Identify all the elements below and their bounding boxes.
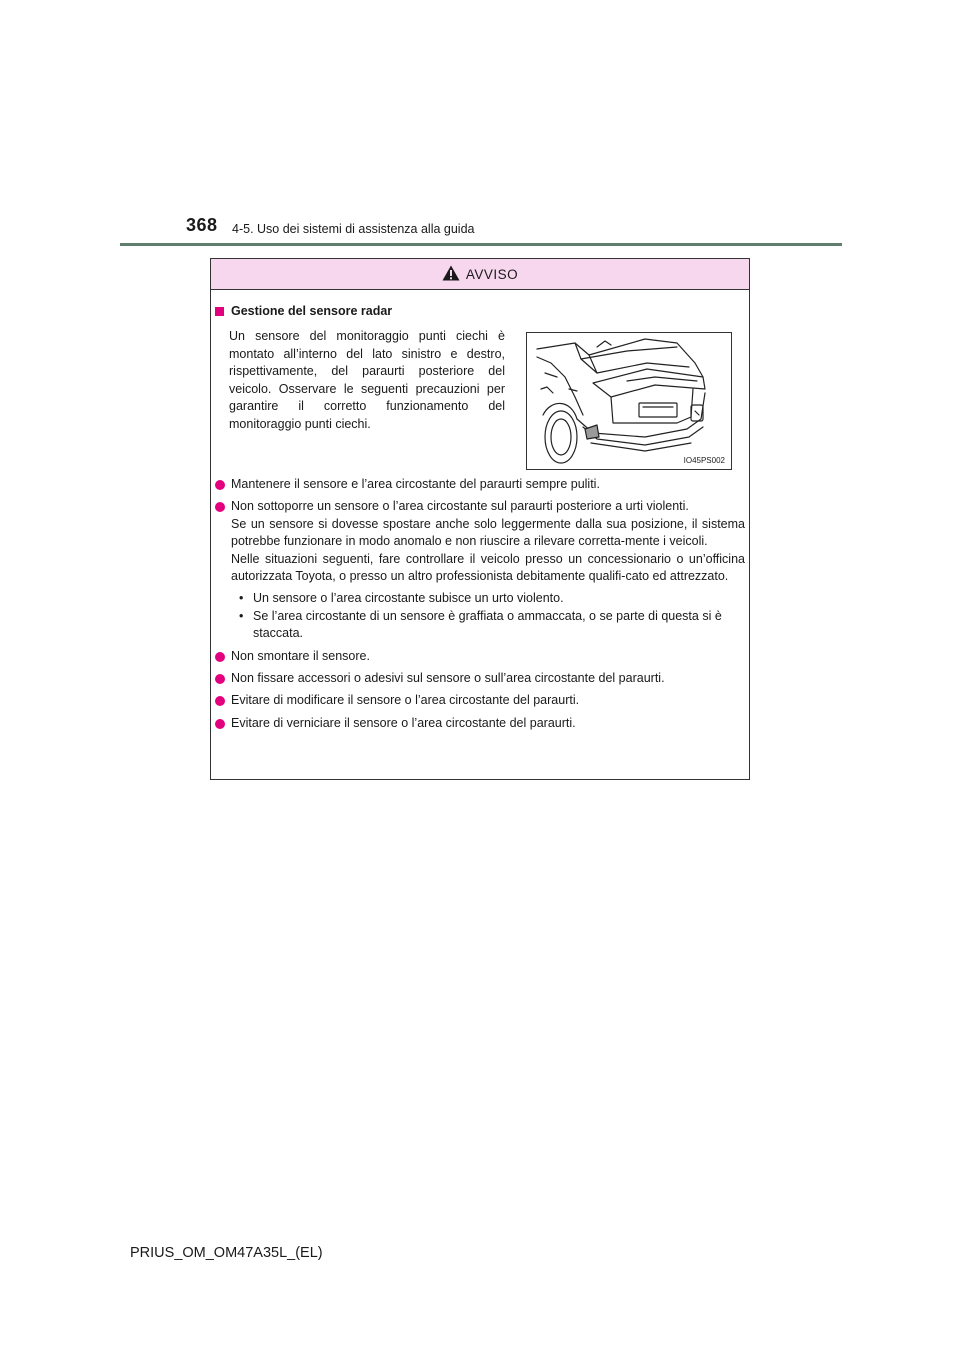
- list-item: [215, 670, 745, 687]
- sub-item-text: Un sensore o l’area circostante subisce un urto violento.: [253, 591, 564, 606]
- sub-item-text: Se l’area circostante di un sensore è graffiata o ammaccata, o se parte di questa si è staccata.: [253, 608, 722, 641]
- list-item: [215, 498, 745, 642]
- warning-box: [210, 258, 750, 780]
- square-bullet-icon: [215, 307, 224, 316]
- bullet-text: Evitare di modificare il sensore o l’area circostante del paraurti.: [231, 693, 580, 708]
- list-item: [215, 476, 745, 493]
- sub-list-item: [239, 608, 745, 643]
- warning-subheading: [215, 304, 392, 318]
- list-item: [215, 715, 745, 732]
- circle-bullet-icon: [215, 674, 225, 684]
- warning-triangle-icon: [442, 265, 460, 281]
- warning-header: [211, 259, 749, 290]
- circle-bullet-icon: [215, 480, 225, 490]
- bullet-text: Mantenere il sensore e l’area circostante del paraurti sempre puliti.: [231, 477, 600, 491]
- bullet-list: [215, 476, 745, 737]
- bullet-paragraph: Se un sensore si dovesse spostare anche solo leggermente dalla sua posizione, il sistema potrebbe funzionare in modo anomalo e non riuscire a rilevare corretta-mente i veicoli.: [231, 516, 745, 549]
- header-rule: [120, 243, 842, 246]
- circle-bullet-icon: [215, 696, 225, 706]
- warning-title: AVVISO: [465, 266, 519, 282]
- sub-list: [239, 590, 745, 642]
- illustration-code: IO45PS002: [683, 456, 725, 465]
- subheading-text: Gestione del sensore radar: [231, 304, 393, 318]
- dot-marker-icon: •: [239, 608, 244, 623]
- car-rear-illustration: [526, 332, 732, 470]
- bullet-text: Non fissare accessori o adesivi sul sensore o sull’area circostante del paraurti.: [231, 671, 665, 686]
- document-code: PRIUS_OM_OM47A35L_(EL): [130, 1245, 323, 1261]
- bullet-text: Evitare di verniciare il sensore o l’area circostante del paraurti.: [231, 715, 576, 730]
- section-title: 4-5. Uso dei sistemi di assistenza alla guida: [232, 222, 475, 236]
- list-item: [215, 648, 745, 665]
- sub-list-item: [239, 590, 745, 607]
- dot-marker-icon: •: [239, 591, 244, 606]
- bullet-paragraph: Nelle situazioni seguenti, fare controllare il veicolo presso un concessionario o un’officina autorizzata Toyota, o presso un altro professionista debitamente qualifi-cato ed attrezzato.: [231, 551, 745, 584]
- intro-text: Un sensore del monitoraggio punti ciechi è montato all’interno del lato sinistro e destro, rispettivamente, del paraurti posteriore del veicolo. Osservare le seguenti precauzioni per garantire il corretto funzionamento del monitoraggio punti ciechi.: [229, 329, 505, 431]
- circle-bullet-icon: [215, 719, 225, 729]
- bullet-paragraph: Non sottoporre un sensore o l’area circostante sul paraurti posteriore a urti violenti.: [231, 499, 689, 514]
- page-number: 368: [186, 215, 218, 235]
- list-item: [215, 692, 745, 709]
- circle-bullet-icon: [215, 652, 225, 662]
- circle-bullet-icon: [215, 502, 225, 512]
- bullet-text: Non smontare il sensore.: [231, 648, 370, 663]
- car-rear-drawing: [527, 333, 731, 469]
